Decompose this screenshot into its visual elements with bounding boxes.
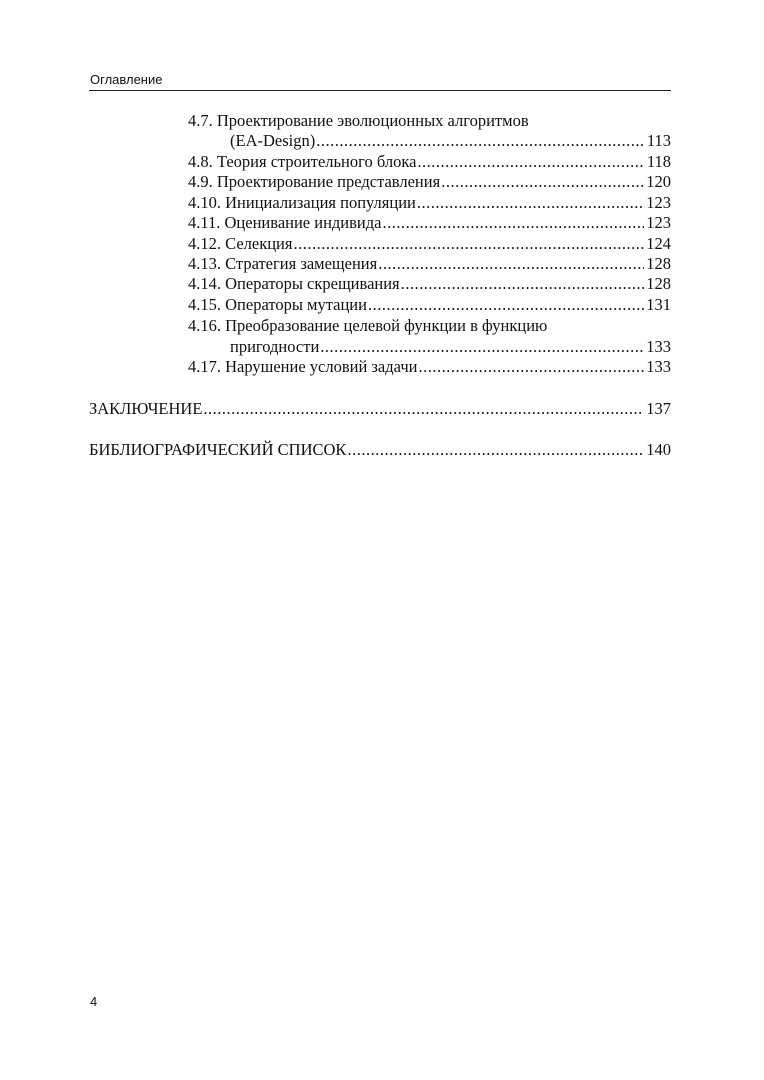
toc-entry-title: 4.15. Операторы мутации [188, 295, 367, 314]
toc-entry-4-13[interactable] [188, 254, 671, 274]
page-number: 4 [90, 994, 98, 1009]
toc-entry-title: 4.17. Нарушение условий задачи [188, 357, 418, 376]
toc-page-number: 118 [646, 152, 671, 171]
toc-page-number: 123 [646, 213, 671, 232]
toc-entry-4-10[interactable] [188, 193, 671, 213]
toc-entry-4-9[interactable] [188, 172, 671, 192]
toc-entry-title: 4.9. Проектирование представления [188, 172, 441, 191]
toc-leader-dots [320, 337, 644, 357]
toc-entry-title: 4.16. Преобразование целевой функции в функцию [188, 316, 548, 335]
toc-entry-title: 4.12. Селекция [188, 234, 293, 253]
toc-page-number: 120 [646, 172, 671, 191]
toc-entry-title: 4.14. Операторы скрещивания [188, 274, 400, 293]
toc-entry-4-14[interactable] [188, 274, 671, 294]
toc-entry-4-16-line2[interactable] [230, 337, 671, 357]
toc-page-number: 123 [646, 193, 671, 212]
toc-entry-4-7-line1[interactable] [188, 111, 529, 131]
toc-page-number: 128 [646, 254, 671, 273]
running-head: Оглавление [90, 72, 163, 87]
toc-leader-dots [401, 274, 645, 294]
toc-leader-dots [417, 193, 644, 213]
toc-entry-4-16-line1[interactable] [188, 316, 547, 336]
toc-entry-4-17[interactable] [188, 357, 671, 377]
toc-page-number: 131 [646, 295, 671, 314]
toc-leader-dots [378, 254, 644, 274]
toc-leader-dots [368, 295, 644, 315]
toc-leader-dots [347, 440, 644, 460]
toc-entry-bibliography[interactable] [89, 440, 671, 460]
toc-page-number: 124 [646, 234, 671, 253]
toc-entry-title: (EA-Design) [230, 131, 316, 150]
toc-entry-title: 4.10. Инициализация популяции [188, 193, 416, 212]
toc-page-number: 128 [646, 274, 671, 293]
toc-entry-conclusion[interactable] [89, 399, 671, 419]
toc-entry-title: 4.7. Проектирование эволюционных алгоритмов [188, 111, 529, 130]
header-rule [89, 90, 671, 91]
toc-leader-dots [417, 152, 644, 172]
toc-entry-title: ЗАКЛЮЧЕНИЕ [89, 399, 203, 418]
toc-leader-dots [441, 172, 644, 192]
toc-entry-4-12[interactable] [188, 234, 671, 254]
toc-leader-dots [293, 234, 644, 254]
toc-entry-4-7-line2[interactable] [230, 131, 671, 151]
toc-entry-title: БИБЛИОГРАФИЧЕСКИЙ СПИСОК [89, 440, 347, 459]
toc-page-number: 133 [646, 337, 671, 356]
toc-entry-4-11[interactable] [188, 213, 671, 233]
toc-page-number: 133 [646, 357, 671, 376]
toc-entry-title: пригодности [230, 337, 320, 356]
toc-leader-dots [418, 357, 644, 377]
toc-page-number: 140 [646, 440, 671, 459]
toc-entry-4-15[interactable] [188, 295, 671, 315]
toc-leader-dots [382, 213, 644, 233]
toc-leader-dots [203, 399, 644, 419]
toc-page-number: 113 [646, 131, 671, 150]
toc-page-number: 137 [646, 399, 671, 418]
toc-entry-title: 4.13. Стратегия замещения [188, 254, 378, 273]
toc-entry-title: 4.8. Теория строительного блока [188, 152, 417, 171]
toc-leader-dots [316, 131, 645, 151]
toc-entry-title: 4.11. Оценивание индивида [188, 213, 382, 232]
toc-entry-4-8[interactable] [188, 152, 671, 172]
